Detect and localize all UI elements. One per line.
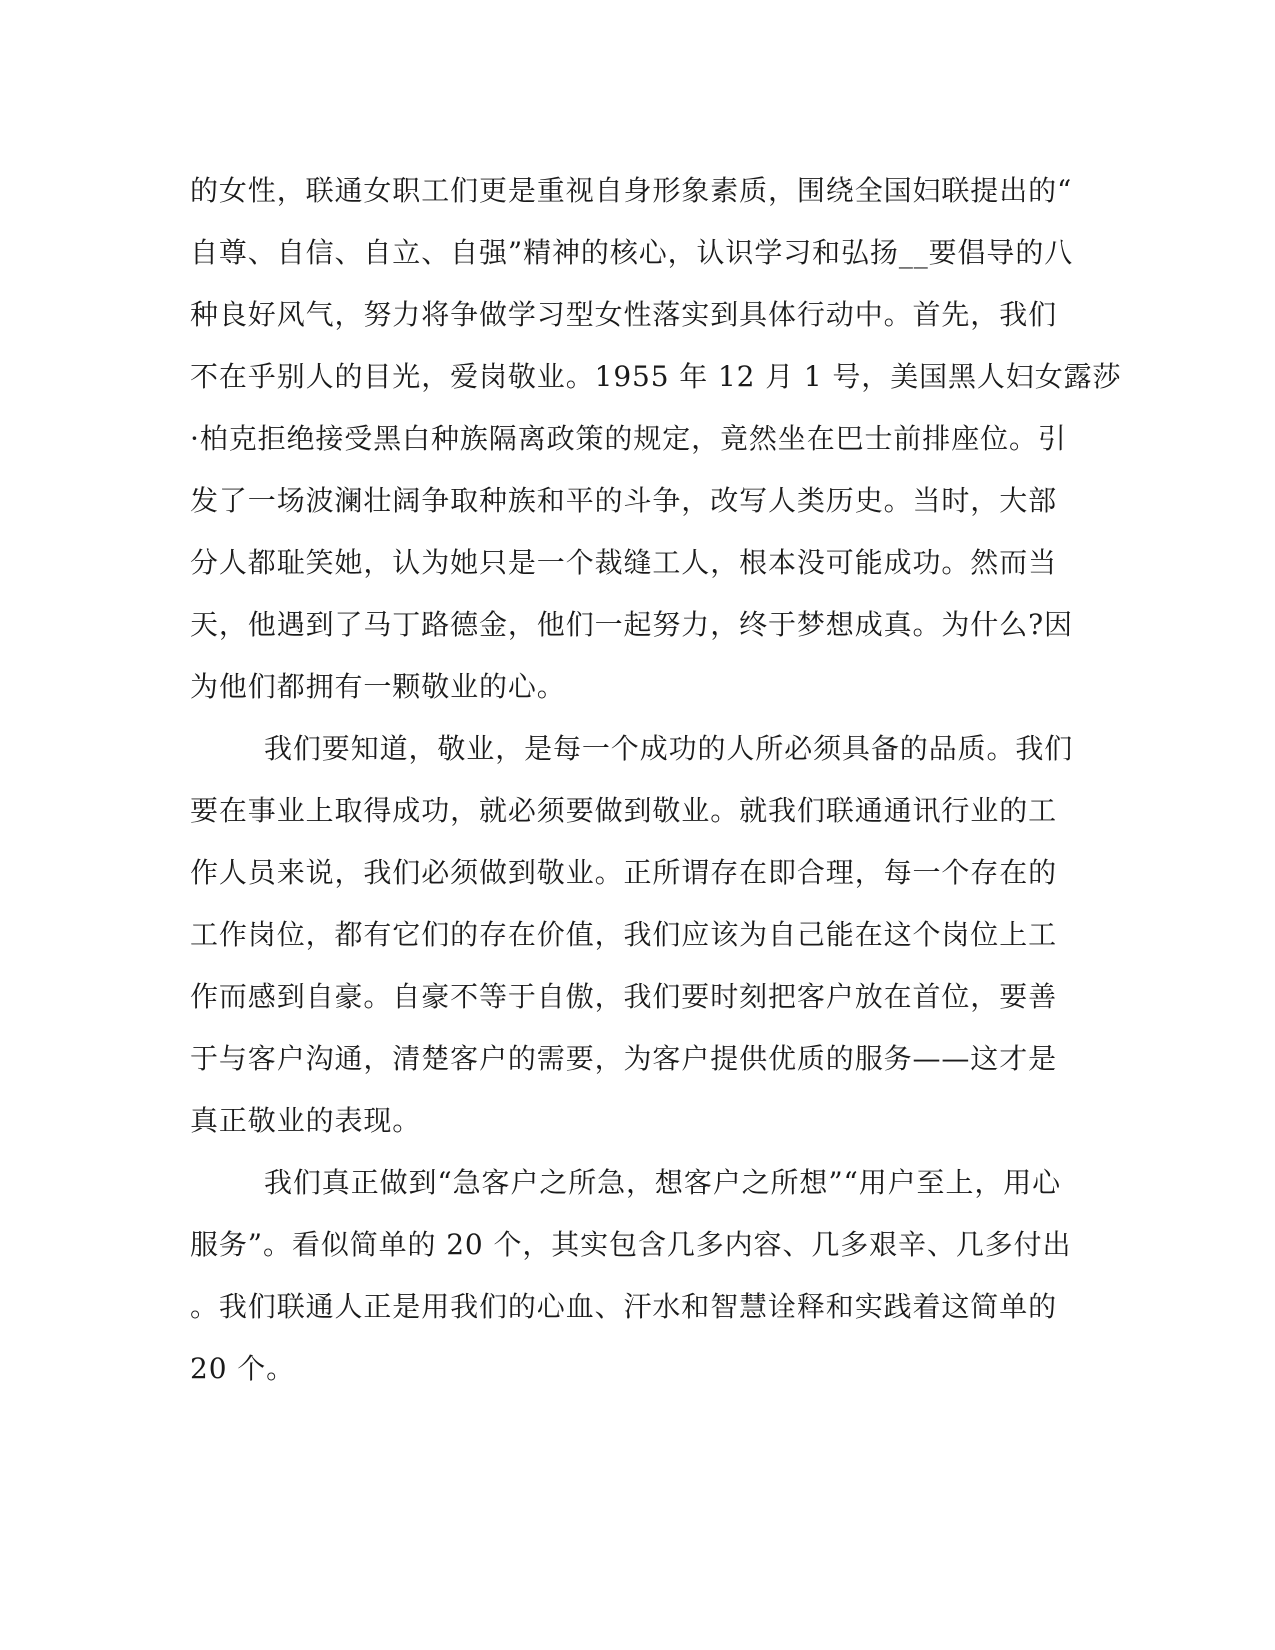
body-text <box>190 160 1122 1400</box>
text-line: 不在乎别人的目光，爱岗敬业。1955 年 12 月 1 号，美国黑人妇女露莎 <box>190 360 1122 393</box>
text-line: 种良好风气，努力将争做学习型女性落实到具体行动中。首先，我们 <box>190 298 1058 331</box>
text-line: 作人员来说，我们必须做到敬业。正所谓存在即合理，每一个存在的 <box>190 856 1058 889</box>
text-line: 天，他遇到了马丁路德金，他们一起努力，终于梦想成真。为什么?因 <box>190 608 1073 641</box>
text-line: 服务”。看似简单的 20 个，其实包含几多内容、几多艰辛、几多付出 <box>190 1228 1072 1261</box>
text-line: 要在事业上取得成功，就必须要做到敬业。就我们联通通讯行业的工 <box>190 794 1058 827</box>
text-line: 。我们联通人正是用我们的心血、汗水和智慧诠释和实践着这简单的 <box>190 1290 1058 1323</box>
text-line: 分人都耻笑她，认为她只是一个裁缝工人，根本没可能成功。然而当 <box>190 546 1058 579</box>
text-line: ·柏克拒绝接受黑白种族隔离政策的规定，竟然坐在巴士前排座位。引 <box>190 422 1067 455</box>
paragraph-3 <box>190 1152 1080 1400</box>
text-line: 的女性，联通女职工们更是重视自身形象素质，围绕全国妇联提出的“ <box>190 174 1073 207</box>
text-line: 真正敬业的表现。 <box>190 1104 422 1137</box>
paragraph-1 <box>190 160 1122 718</box>
text-line: 发了一场波澜壮阔争取种族和平的斗争，改写人类历史。当时，大部 <box>190 484 1058 517</box>
text-line: 我们真正做到“急客户之所急，想客户之所想”“用户至上，用心 <box>264 1166 1062 1199</box>
text-line: 于与客户沟通，清楚客户的需要，为客户提供优质的服务——这才是 <box>190 1042 1058 1075</box>
paragraph-2 <box>190 718 1080 1152</box>
text-line: 我们要知道，敬业，是每一个成功的人所必须具备的品质。我们 <box>264 732 1074 765</box>
text-line: 自尊、自信、自立、自强”精神的核心，认识学习和弘扬__要倡导的八 <box>190 236 1074 269</box>
text-line: 20 个。 <box>190 1352 296 1385</box>
text-line: 作而感到自豪。自豪不等于自傲，我们要时刻把客户放在首位，要善 <box>190 980 1058 1013</box>
text-line: 为他们都拥有一颗敬业的心。 <box>190 670 566 703</box>
text-line: 工作岗位，都有它们的存在价值，我们应该为自己能在这个岗位上工 <box>190 918 1058 951</box>
